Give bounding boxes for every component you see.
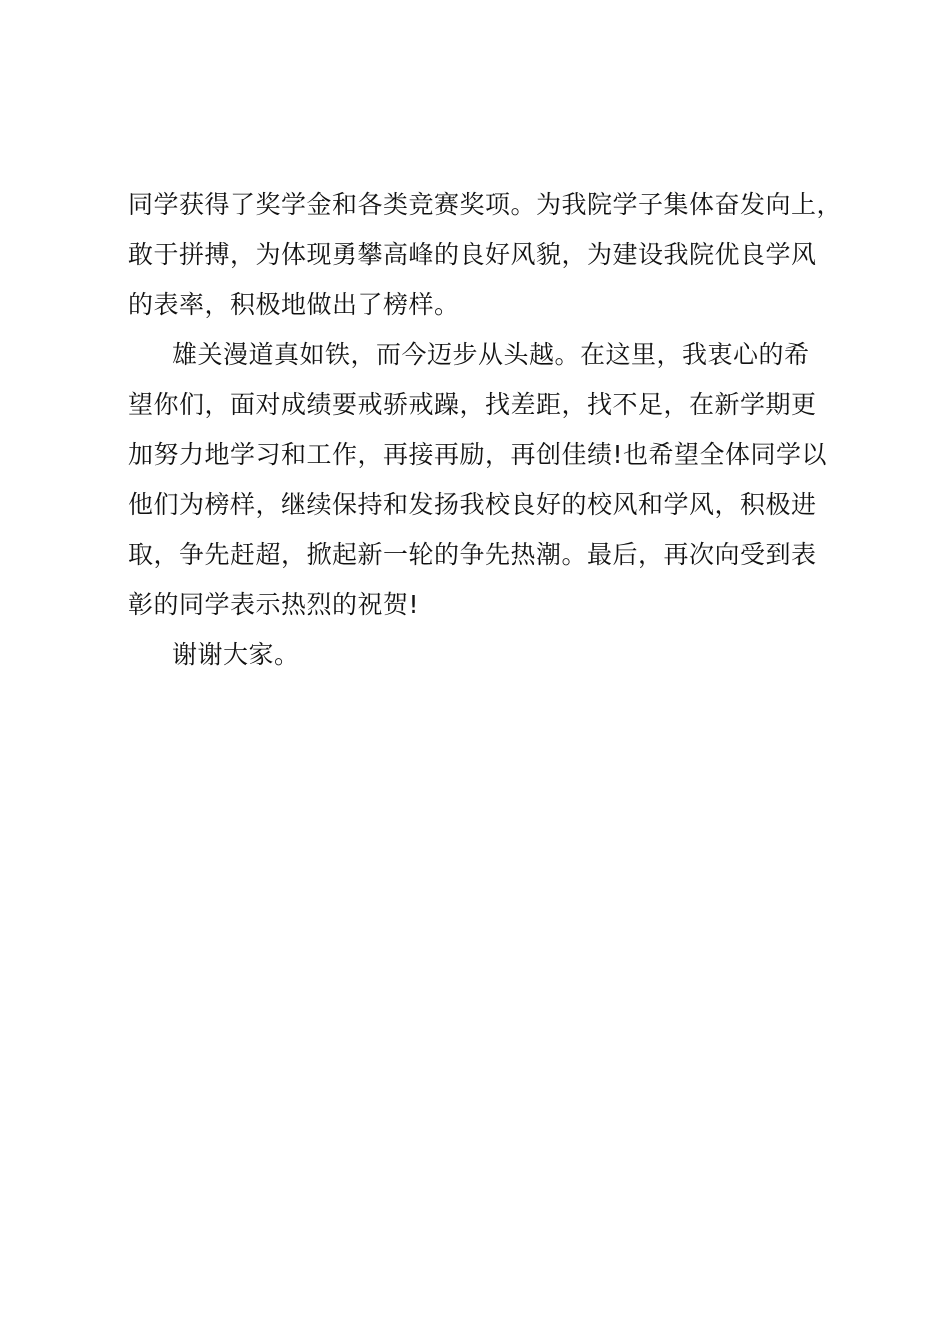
text-line: 他们为榜样，继续保持和发扬我校良好的校风和学风，积极进	[128, 490, 817, 519]
text-line: 加努力地学习和工作，再接再励，再创佳绩!也希望全体同学以	[128, 440, 828, 469]
paragraph-1	[128, 180, 842, 330]
text-line: 取，争先赶超，掀起新一轮的争先热潮。最后，再次向受到表	[128, 540, 817, 569]
paragraph-2	[128, 330, 842, 630]
document-body	[128, 180, 842, 680]
text-line: 的表率，积极地做出了榜样。	[128, 290, 460, 319]
text-line: 敢于拼搏，为体现勇攀高峰的良好风貌，为建设我院优良学风	[128, 240, 817, 269]
paragraph-3	[128, 630, 842, 680]
text-line: 雄关漫道真如铁，而今迈步从头越。在这里，我衷心的希	[172, 340, 810, 369]
text-line: 望你们，面对成绩要戒骄戒躁，找差距，找不足，在新学期更	[128, 390, 817, 419]
text-line: 彰的同学表示热烈的祝贺!	[128, 590, 420, 619]
text-line: 谢谢大家。	[172, 640, 300, 669]
text-line: 同学获得了奖学金和各类竞赛奖项。为我院学子集体奋发向上，	[128, 190, 843, 219]
